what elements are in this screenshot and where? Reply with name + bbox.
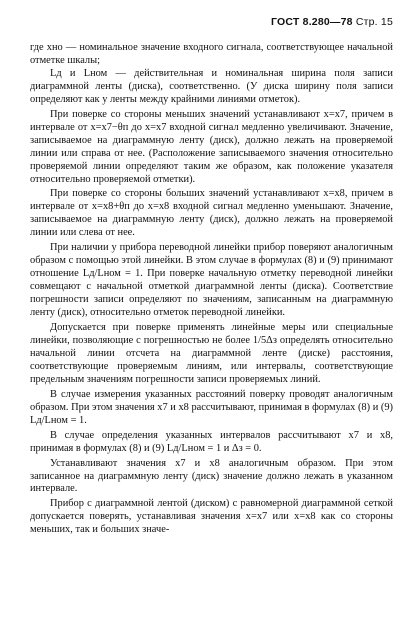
page-number: Стр. 15 xyxy=(355,16,393,28)
page-header xyxy=(30,16,393,28)
paragraph: В случае определения указанных интервалов рассчитывают x7 и x8, принимая в формулах (8) и (9) Lд/Lном = 1 и Δз = 0. xyxy=(30,429,393,454)
paragraph: В случае измерения указанных расстояний поверку проводят аналогичным образом. При этом значения x7 и x8 рассчитывают, принимая в формулах (8) и (9) Lд/Lном = 1. xyxy=(30,388,393,426)
paragraph: Прибор с диаграммной лентой (диском) с равномерной диаграммной сеткой допускается поверять, устанавливая значения x=x7 или x=x8 как со стороны меньших, так и больших значе- xyxy=(30,498,393,536)
paragraph: При поверке со стороны меньших значений устанавливают x=x7, причем в интервале от x=x7−θп до x=x7 входной сигнал медленно увеличивают. Значение, записываемое на диаграммную ленту (диск), должно лежать на проверяемой линии или справа от нее. (Расположение записываемого значения относительно проверяемой линии определяют таким же образом, как положение указателя относительно проверяемой отметки). xyxy=(30,108,393,185)
paragraph: При наличии у прибора переводной линейки прибор поверяют аналогичным образом с помощью этой линейки. В этом случае в формулах (8) и (9) принимают отношение Lд/Lном = 1. При поверке начальную отметку переводной линейки совмещают с начальной отметкой диаграммной ленты (диска). Соответствие погрешности записи определяют по значениям, записанным на диаграммную ленту (диск), относительно отметок переводной линейки. xyxy=(30,242,393,319)
paragraph: Lд и Lном — действительная и номинальная ширина поля записи диаграммной ленты (диска), соответственно. (У диска ширину поля записи определяют как у ленты между крайними линиями отметок). xyxy=(30,67,393,105)
paragraph: Допускается при поверке применять линейные меры или специальные линейки, позволяющие с погрешностью не более 1/5Δз определять относительно начальной линии отсчета на диаграммной ленте (диске) расстояния, соответствующие проверяемым линиям, или интервалы, соответствующие предельным значениям погрешности записи проверяемых линий. xyxy=(30,322,393,385)
paragraph: Устанавливают значения x7 и x8 аналогичным образом. При этом записанное на диаграммную ленту (диск) значение должно лежать в указанном интервале. xyxy=(30,457,393,495)
paragraph: где xнo — номинальное значение входного сигнала, соответствующее начальной отметке шкалы; xyxy=(30,42,393,66)
paragraph: При поверке со стороны больших значений устанавливают x=x8, причем в интервале от x=x8+θп до x=x8 входной сигнал медленно уменьшают. Значение, записываемое на диаграммную ленту (диск), должно лежать на проверяемой линии или слева от нее. xyxy=(30,188,393,239)
standard-number: ГОСТ 8.280—78 xyxy=(271,16,353,28)
